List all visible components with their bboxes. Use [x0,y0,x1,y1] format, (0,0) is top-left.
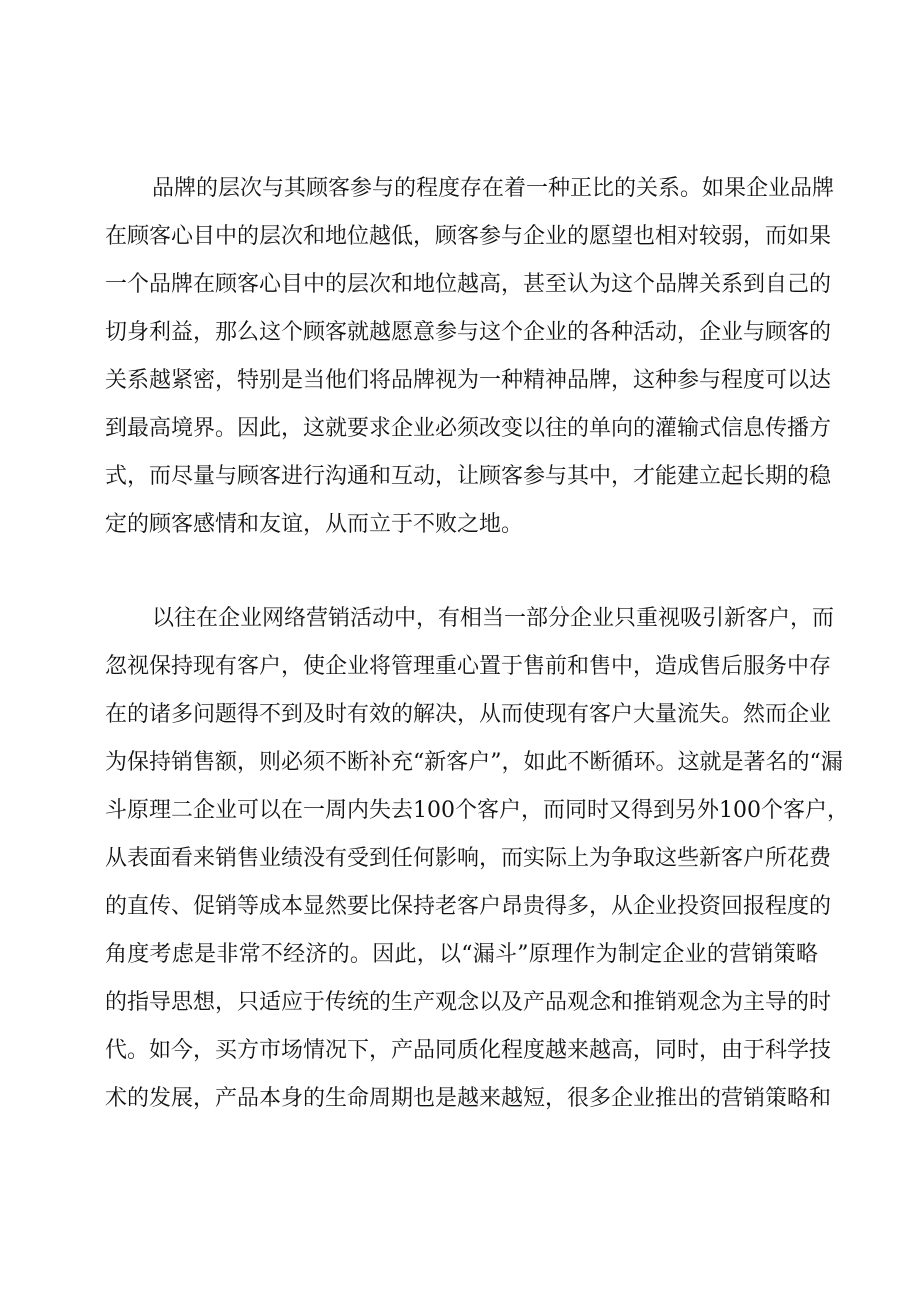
paragraph-brand-engagement [105,165,835,549]
text-line: 到最高境界。因此，这就要求企业必须改变以往的单向的灌输式信息传播方 [105,416,832,441]
text-line: 关系越紧密，特别是当他们将品牌视为一种精神品牌，这种参与程度可以达 [105,368,832,393]
text-line: 忽视保持现有客户，使企业将管理重心置于售前和售中，造成售后服务中存 [105,654,832,679]
text-line: 以往在企业网络营销活动中，有相当一部分企业只重视吸引新客户，而 [152,606,835,631]
text-line: 从表面看来销售业绩没有受到任何影响，而实际上为争取这些新客户所花费 [105,846,832,871]
text-line: 在的诸多问题得不到及时有效的解决，从而使现有客户大量流失。然而企业 [105,702,832,727]
text-line: 术的发展，产品本身的生命周期也是越来越短，很多企业推出的营销策略和 [105,1086,832,1111]
text-line: 定的顾客感情和友谊，从而立于不败之地。 [105,512,524,537]
paragraph-funnel-principle [105,595,849,1123]
text-line: 斗原理二企业可以在一周内失去100个客户，而同时又得到另外100个客户， [105,798,849,823]
text-line: 为保持销售额，则必须不断补充“新客户”，如此不断循环。这就是著名的“漏 [105,750,843,775]
text-line: 代。如今，买方市场情况下，产品同质化程度越来越高，同时，由于科学技 [105,1038,832,1063]
text-line: 角度考虑是非常不经济的。因此，以“漏斗”原理作为制定企业的营销策略 [105,942,818,967]
text-line: 式，而尽量与顾客进行沟通和互动，让顾客参与其中，才能建立起长期的稳 [105,464,832,489]
text-line: 的指导思想，只适应于传统的生产观念以及产品观念和推销观念为主导的时 [105,990,832,1015]
text-line: 品牌的层次与其顾客参与的程度存在着一种正比的关系。如果企业品牌 [152,176,835,201]
text-line: 一个品牌在顾客心目中的层次和地位越高，甚至认为这个品牌关系到自己的 [105,272,832,297]
text-line: 在顾客心目中的层次和地位越低，顾客参与企业的愿望也相对较弱，而如果 [105,224,832,249]
text-line: 切身利益，那么这个顾客就越愿意参与这个企业的各种活动，企业与顾客的 [105,320,832,345]
text-line: 的直传、促销等成本显然要比保持老客户昂贵得多，从企业投资回报程度的 [105,894,832,919]
